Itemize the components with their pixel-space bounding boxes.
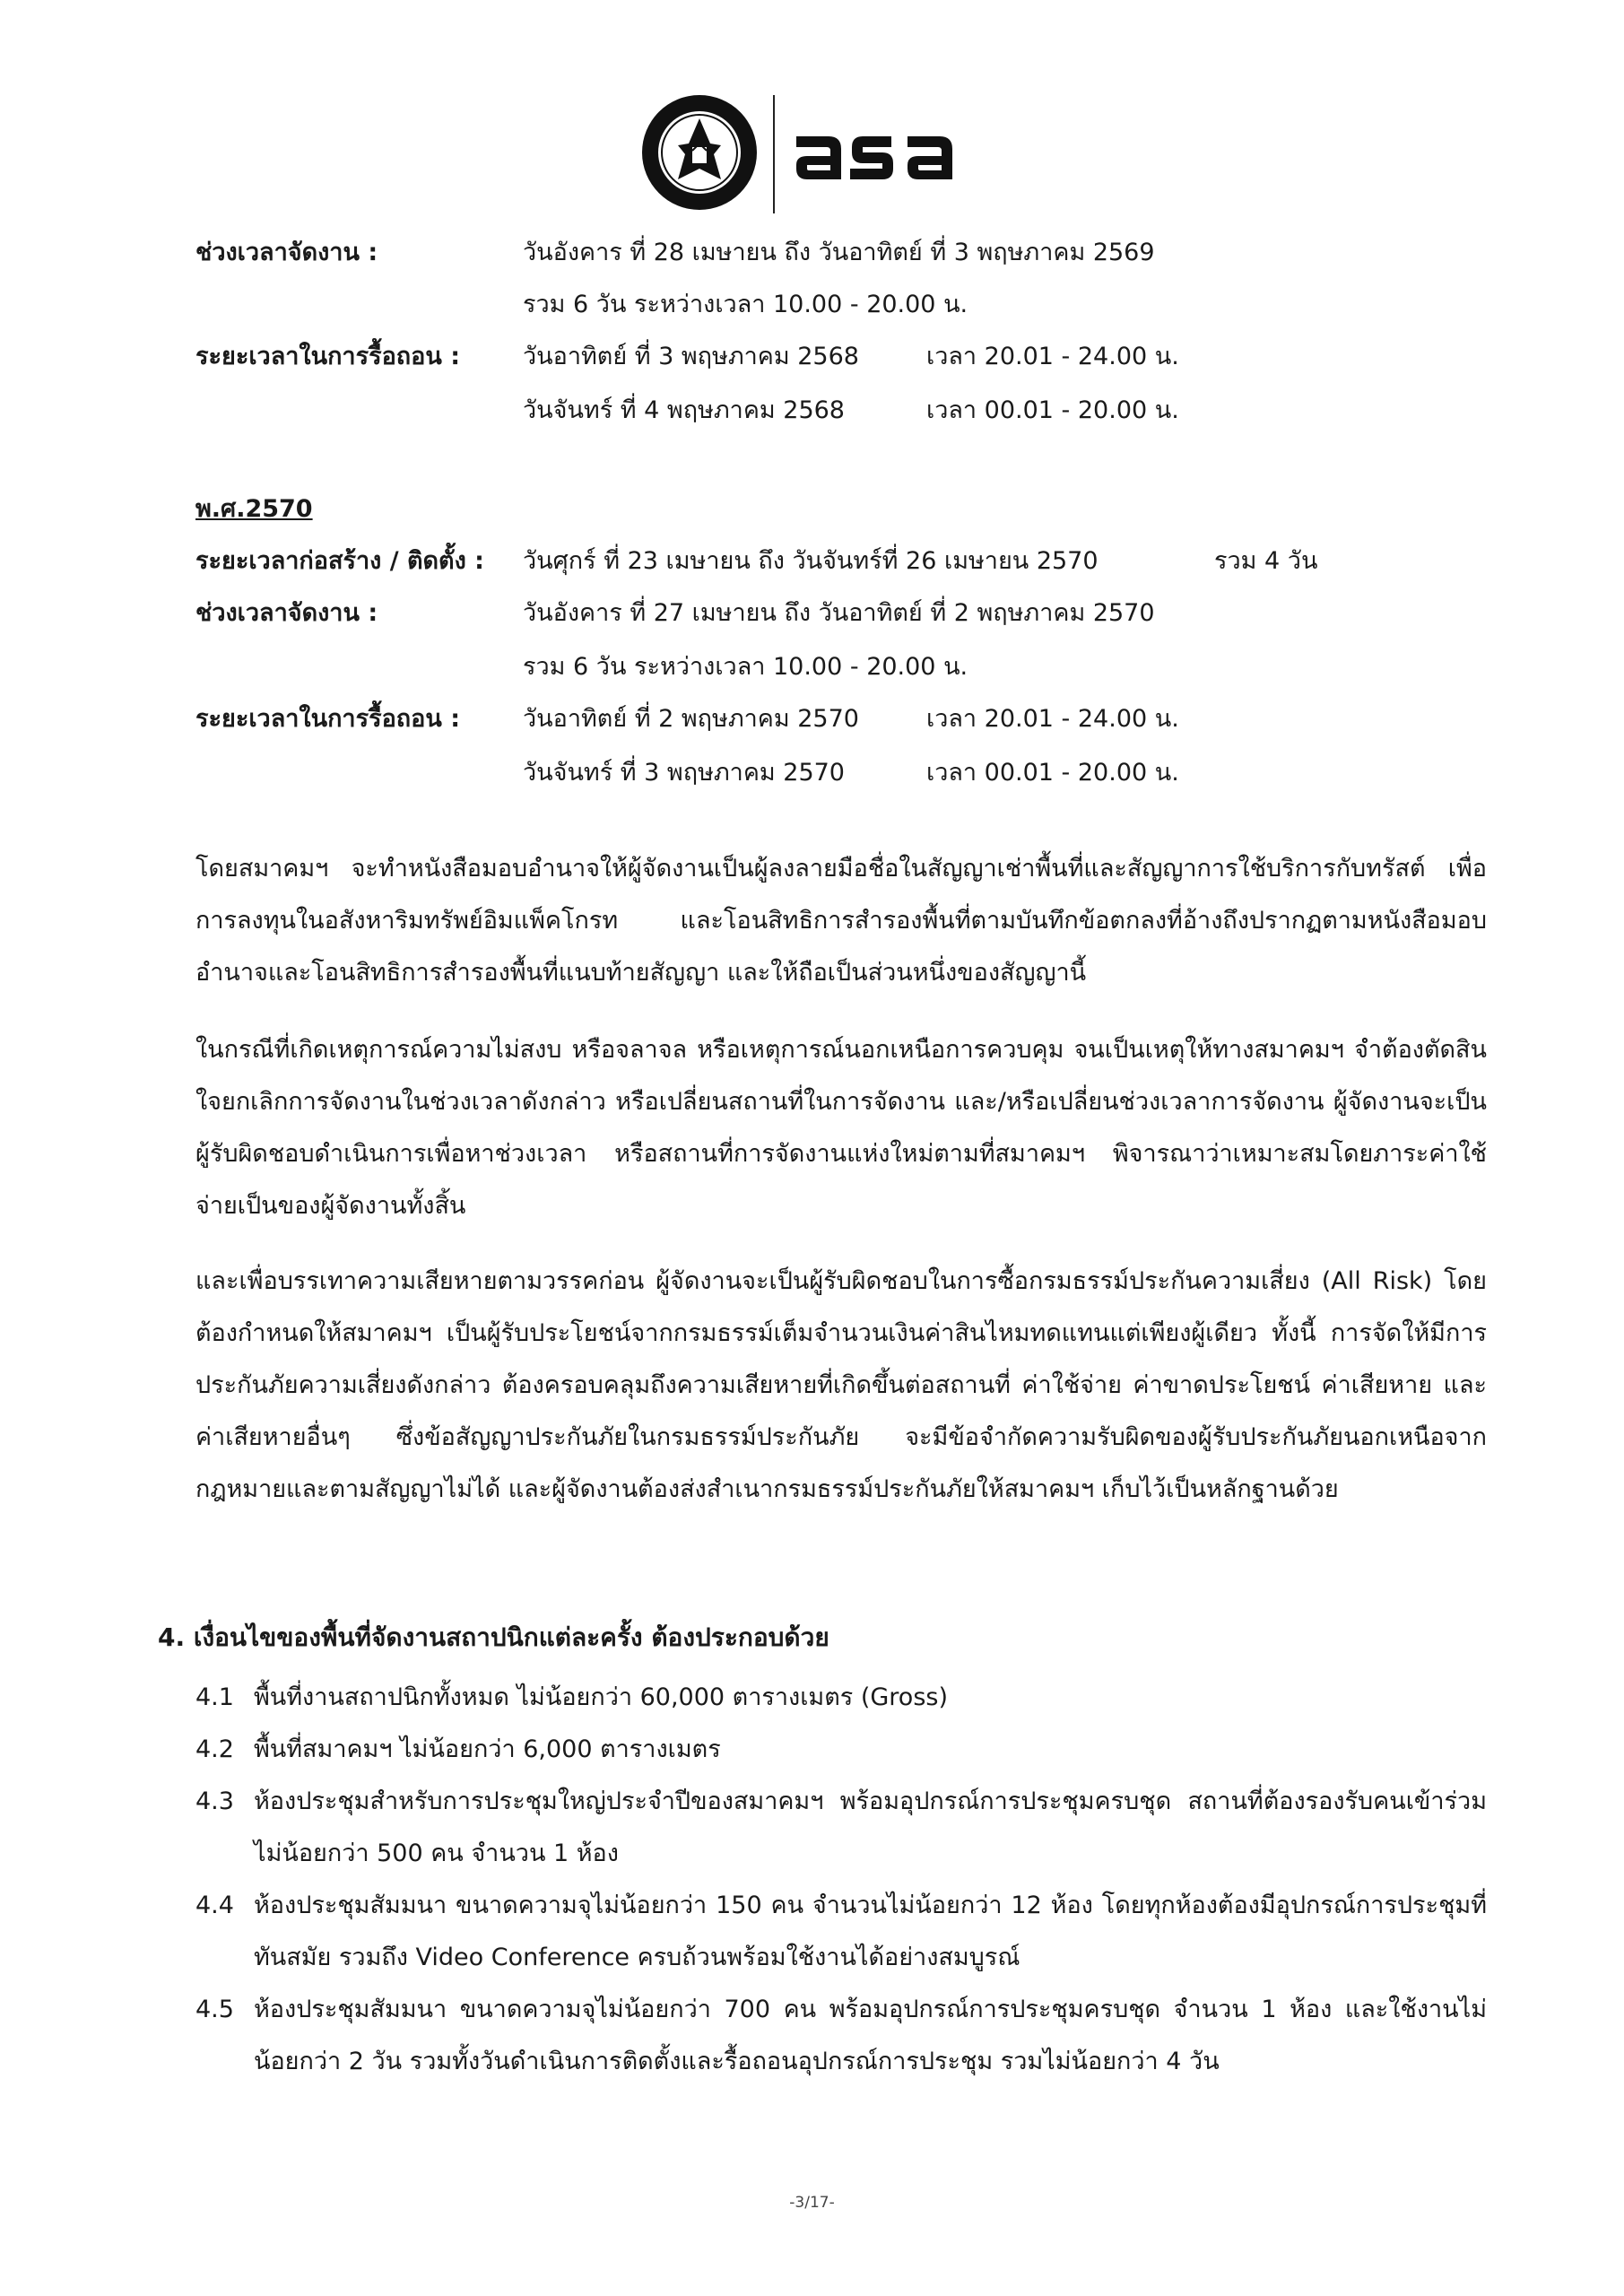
dismantle-day-2: วันจันทร์ ที่ 4 พฤษภาคม 2568 [523,396,845,424]
item-number: 4.1 [195,1683,234,1711]
list-item: พื้นที่สมาคมฯ ไม่น้อยกว่า 6,000 ตารางเมตร [254,1735,721,1763]
item-number: 4.5 [195,1996,234,2023]
build-period-label: ระยะเวลาก่อสร้าง / ติดตั้ง : [195,547,484,575]
paragraph-insurance: และเพื่อบรรเทาความเสียหายตามวรรคก่อน ผู้จัดงานจะเป็นผู้รับผิดชอบในการซื้อกรมธรรม์ประกันความเสี่ยง (All Risk) โดยต้องกำหนดให้สมาคมฯ เป็นผู้รับประโยชน์จากกรมธรรม์เต็มจำนวนเงินค่าสินไหมทดแทนแต่เพียงผู้เดียว ทั้งนี้ การจัดให้มีการประกันภัยความเสี่ยงดังกล่าว ต้องครอบคลุมถึงความเสียหายที่เกิดขึ้นต่อสถานที่ ค่าใช้จ่าย ค่าขาดประโยชน์ ค่าเสียหาย และค่าเสียหายอื่นๆ ซึ่งข้อสัญญาประกันภัยในกรมธรรม์ประกันภัย จะมีข้อจำกัดความรับผิดของผู้รับประกันภัยนอกเหนือจากกฎหมายและตามสัญญาไม่ได้ และผู้จัดงานต้องส่งสำเนากรมธรรม์ประกันภัยให้สมาคมฯ เก็บไว้เป็นหลักฐานด้วย [195,1267,1487,1503]
dismantle-time-2: เวลา 00.01 - 20.00 น. [926,759,1179,787]
build-period-total: รวม 4 วัน [1214,547,1318,575]
asa-seal-logo [638,91,760,213]
event-period-line1: วันอังคาร ที่ 28 เมษายน ถึง วันอาทิตย์ ที่ 3 พฤษภาคม 2569 [523,239,1155,266]
event-period-line2: รวม 6 วัน ระหว่างเวลา 10.00 - 20.00 น. [523,653,968,681]
dismantle-day-1: วันอาทิตย์ ที่ 2 พฤษภาคม 2570 [523,705,859,733]
section-4-heading: 4. เงื่อนไขของพื้นที่จัดงานสถาปนิกแต่ละครั้ง ต้องประกอบด้วย [158,1622,829,1652]
list-item: ห้องประชุมสัมมนา ขนาดความจุไม่น้อยกว่า 700 คน พร้อมอุปกรณ์การประชุมครบชุด จำนวน 1 ห้อง และใช้งานไม่น้อยกว่า 2 วัน รวมทั้งวันดำเนินการติดตั้งและรื้อถอนอุปกรณ์การประชุม รวมไม่น้อยกว่า 4 วัน [254,1996,1487,2075]
event-period-line2: รวม 6 วัน ระหว่างเวลา 10.00 - 20.00 น. [523,291,968,318]
list-item: พื้นที่งานสถาปนิกทั้งหมด ไม่น้อยกว่า 60,000 ตารางเมตร (Gross) [254,1683,948,1711]
event-period-label: ช่วงเวลาจัดงาน : [195,239,378,266]
dismantle-time-1: เวลา 20.01 - 24.00 น. [926,705,1179,733]
year-heading: พ.ศ.2570 [195,495,313,523]
event-period-label: ช่วงเวลาจัดงาน : [195,599,378,627]
dismantle-period-label: ระยะเวลาในการรื้อถอน : [195,705,461,733]
list-item: ห้องประชุมสัมมนา ขนาดความจุไม่น้อยกว่า 150 คน จำนวนไม่น้อยกว่า 12 ห้อง โดยทุกห้องต้องมีอุปกรณ์การประชุมที่ทันสมัย รวมถึง Video Conference ครบถ้วนพร้อมใช้งานได้อย่างสมบูรณ์ [254,1892,1487,1971]
dismantle-period-label: ระยะเวลาในการรื้อถอน : [195,343,461,370]
logo-divider [773,95,775,213]
dismantle-time-1: เวลา 20.01 - 24.00 น. [926,343,1179,370]
list-item: ห้องประชุมสำหรับการประชุมใหญ่ประจำปีของสมาคมฯ พร้อมอุปกรณ์การประชุมครบชุด สถานที่ต้องรองรับคนเข้าร่วมไม่น้อยกว่า 500 คน จำนวน 1 ห้อง [254,1787,1487,1867]
item-number: 4.3 [195,1787,234,1815]
dismantle-day-1: วันอาทิตย์ ที่ 3 พฤษภาคม 2568 [523,343,859,370]
item-number: 4.4 [195,1892,234,1919]
paragraph-authorization: โดยสมาคมฯ จะทำหนังสือมอบอำนาจให้ผู้จัดงานเป็นผู้ลงลายมือชื่อในสัญญาเช่าพื้นที่และสัญญาการใช้บริการกับทรัสต์ เพื่อการลงทุนในอสังหาริมทรัพย์อิมแพ็คโกรท และโอนสิทธิการสำรองพื้นที่ตามบันทึกข้อตกลงที่อ้างถึงปรากฏตามหนังสือมอบอำนาจและโอนสิทธิการสำรองพื้นที่แนบท้ายสัญญา และให้ถือเป็นส่วนหนึ่งของสัญญานี้ [195,855,1487,987]
asa-wordmark-logo [789,117,968,192]
item-number: 4.2 [195,1735,234,1763]
build-period-dates: วันศุกร์ ที่ 23 เมษายน ถึง วันจันทร์ที่ 26 เมษายน 2570 [523,547,1099,575]
page-number: -3/17- [789,2194,835,2212]
paragraph-force-majeure: ในกรณีที่เกิดเหตุการณ์ความไม่สงบ หรือจลาจล หรือเหตุการณ์นอกเหนือการควบคุม จนเป็นเหตุให้ทางสมาคมฯ จำต้องตัดสินใจยกเลิกการจัดงานในช่วงเวลาดังกล่าว หรือเปลี่ยนสถานที่ในการจัดงาน และ/หรือเปลี่ยนช่วงเวลาการจัดงาน ผู้จัดงานจะเป็นผู้รับผิดชอบดำเนินการเพื่อหาช่วงเวลา หรือสถานที่การจัดงานแห่งใหม่ตามที่สมาคมฯ พิจารณาว่าเหมาะสมโดยภาระค่าใช้จ่ายเป็นของผู้จัดงานทั้งสิ้น [195,1036,1487,1220]
dismantle-time-2: เวลา 00.01 - 20.00 น. [926,396,1179,424]
event-period-line1: วันอังคาร ที่ 27 เมษายน ถึง วันอาทิตย์ ที่ 2 พฤษภาคม 2570 [523,599,1155,627]
dismantle-day-2: วันจันทร์ ที่ 3 พฤษภาคม 2570 [523,759,845,787]
